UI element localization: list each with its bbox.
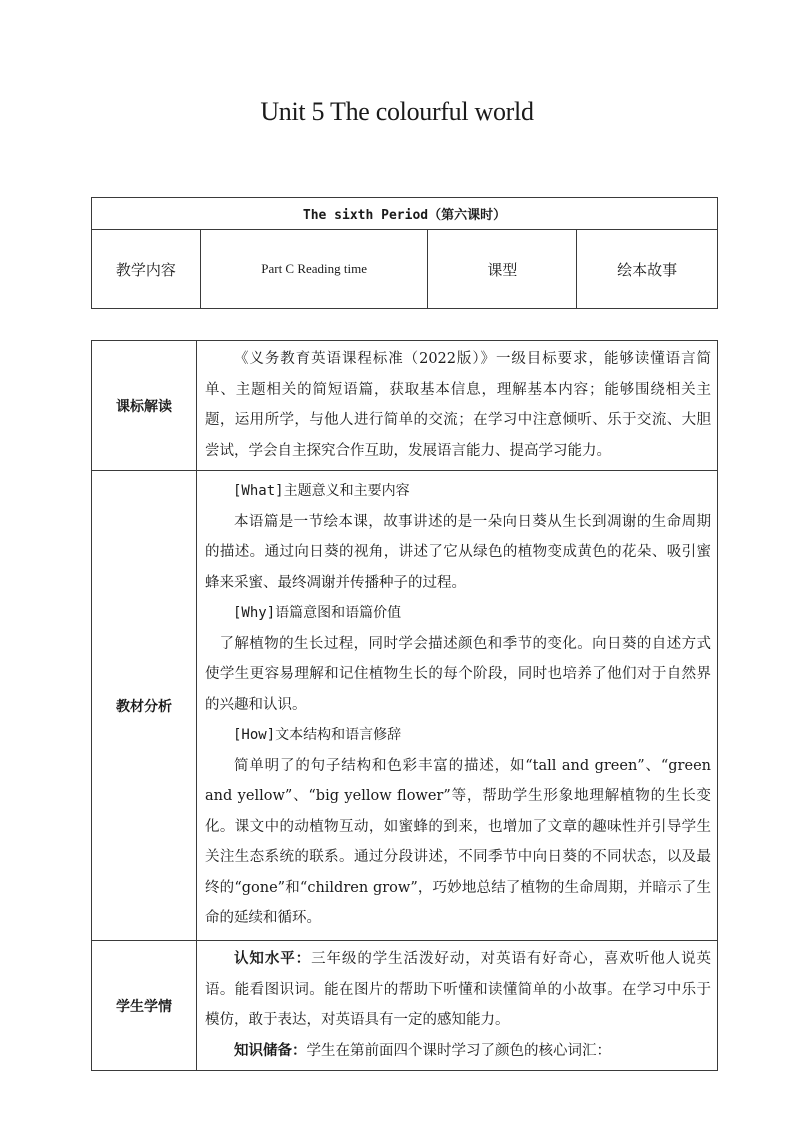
cognition-paragraph bbox=[205, 944, 711, 1036]
analysis-table bbox=[91, 340, 718, 1071]
knowledge-text: 学生在第前面四个课时学习了颜色的核心词汇： bbox=[306, 1042, 611, 1059]
content-label: 教学内容 bbox=[92, 230, 201, 309]
standard-label: 课标解读 bbox=[92, 341, 197, 471]
type-label: 课型 bbox=[428, 230, 577, 309]
document-title: Unit 5 The colourful world bbox=[260, 97, 534, 126]
type-value: 绘本故事 bbox=[577, 230, 718, 309]
students-label: 学生学情 bbox=[92, 941, 197, 1071]
how-heading: [How]文本结构和语言修辞 bbox=[233, 727, 402, 744]
analysis-cell bbox=[197, 471, 718, 941]
why-text: 了解植物的生长过程，同时学会描述颜色和季节的变化。向日葵的自述方式使学生更容易理解和记住植物生长的每个阶段，同时也培养了他们对于自然界的兴趣和认识。 bbox=[205, 635, 711, 713]
what-heading: [What]主题意义和主要内容 bbox=[233, 483, 410, 500]
period-info-table bbox=[91, 197, 718, 309]
cognition-heading: 认知水平： bbox=[234, 950, 312, 967]
period-header: The sixth Period（第六课时） bbox=[92, 198, 718, 230]
standard-cell bbox=[197, 341, 718, 471]
standard-text: 《义务教育英语课程标准（2022版）》一级目标要求，能够读懂语言简单、主题相关的简短语篇，获取基本信息，理解基本内容；能够围绕相关主题，运用所学，与他人进行简单的交流；在学习中注意倾听、乐于交流、大胆尝试，学会自主探究合作互助，发展语言能力、提高学习能力。 bbox=[205, 351, 711, 459]
knowledge-heading: 知识储备： bbox=[234, 1041, 307, 1059]
content-value: Part C Reading time bbox=[200, 230, 428, 309]
analysis-label: 教材分析 bbox=[92, 471, 197, 941]
why-heading: [Why]语篇意图和语篇价值 bbox=[233, 605, 402, 622]
students-cell bbox=[197, 941, 718, 1071]
knowledge-paragraph bbox=[205, 1036, 711, 1067]
how-text: 简单明了的句子结构和色彩丰富的描述，如“tall and green”、“green and yellow”、“big yellow flower”等，帮助学生形象地理解植物的生长变化。课文中的动植物互动，如蜜蜂的到来，也增加了文章的趣味性并引导学生关注生态系统的联系。通过分段讲述，不同季节中向日葵的不同状态，以及最终的“gone”和“children grow”，巧妙地总结了植物的生命周期，并暗示了生命的延续和循环。 bbox=[205, 757, 711, 927]
cognition-text: 三年级的学生活泼好动，对英语有好奇心，喜欢听他人说英语。能看图识词。能在图片的帮助下听懂和读懂简单的小故事。在学习中乐于模仿，敢于表达，对英语具有一定的感知能力。 bbox=[205, 951, 712, 1028]
what-text: 本语篇是一节绘本课，故事讲述的是一朵向日葵从生长到凋谢的生命周期的描述。通过向日葵的视角，讲述了它从绿色的植物变成黄色的花朵、吸引蜜蜂来采蜜、最终凋谢并传播种子的过程。 bbox=[205, 513, 711, 591]
